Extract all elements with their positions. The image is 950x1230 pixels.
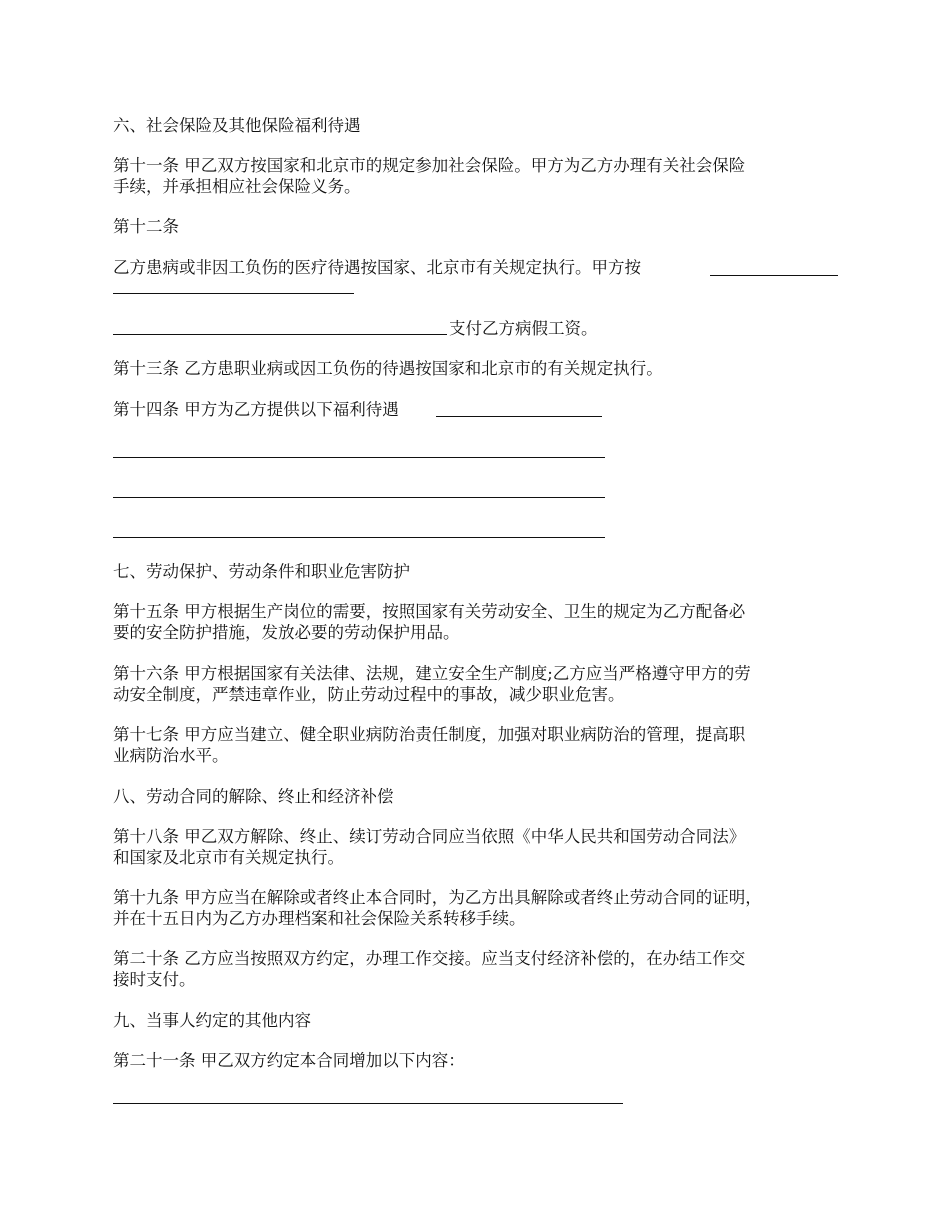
clause-13: 第十三条 乙方患职业病或因工负伤的待遇按国家和北京市的有关规定执行。 <box>113 359 663 378</box>
section-heading-9: 九、当事人约定的其他内容 <box>113 1011 311 1030</box>
blank-line <box>113 1103 623 1104</box>
blank-line <box>113 334 447 335</box>
section-heading-8: 八、劳动合同的解除、终止和经济补偿 <box>113 787 394 806</box>
clause-19-line-1: 第十九条 甲方应当在解除或者终止本合同时，为乙方出具解除或者终止劳动合同的证明， <box>113 888 762 907</box>
clause-11-line-1: 第十一条 甲乙双方按国家和北京市的规定参加社会保险。甲方为乙方办理有关社会保险 <box>113 156 746 175</box>
clause-19-line-2: 并在十五日内为乙方办理档案和社会保险关系转移手续。 <box>113 909 526 928</box>
clause-12-tail: 支付乙方病假工资。 <box>449 319 598 338</box>
clause-21: 第二十一条 甲乙双方约定本合同增加以下内容： <box>113 1051 465 1070</box>
blank-line <box>436 416 602 417</box>
clause-11-line-2: 手续，并承担相应社会保险义务。 <box>113 177 361 196</box>
blank-line <box>710 275 838 276</box>
clause-20-line-1: 第二十条 乙方应当按照双方约定，办理工作交接。应当支付经济补偿的，在办结工作交 <box>113 949 746 968</box>
blank-line <box>113 537 605 538</box>
clause-15-line-2: 要的安全防护措施，发放必要的劳动保护用品。 <box>113 623 460 642</box>
clause-18-line-1: 第十八条 甲乙双方解除、终止、续订劳动合同应当依照《中华人民共和国劳动合同法》 <box>113 827 746 846</box>
clause-12-title: 第十二条 <box>113 217 179 236</box>
section-heading-6: 六、社会保险及其他保险福利待遇 <box>113 116 361 135</box>
blank-line <box>113 293 354 294</box>
clause-20-line-2: 接时支付。 <box>113 970 196 989</box>
clause-16-line-2: 动安全制度，严禁违章作业，防止劳动过程中的事故，减少职业危害。 <box>113 685 625 704</box>
blank-line <box>113 457 605 458</box>
clause-17-line-2: 业病防治水平。 <box>113 746 229 765</box>
clause-12-body: 乙方患病或非因工负伤的医疗待遇按国家、北京市有关规定执行。甲方按 <box>113 258 641 277</box>
clause-17-line-1: 第十七条 甲方应当建立、健全职业病防治责任制度，加强对职业病防治的管理，提高职 <box>113 725 746 744</box>
clause-18-line-2: 和国家及北京市有关规定执行。 <box>113 848 344 867</box>
clause-14: 第十四条 甲方为乙方提供以下福利待遇 <box>113 400 399 419</box>
blank-line <box>113 497 605 498</box>
section-heading-7: 七、劳动保护、劳动条件和职业危害防护 <box>113 562 410 581</box>
clause-15-line-1: 第十五条 甲方根据生产岗位的需要，按照国家有关劳动安全、卫生的规定为乙方配备必 <box>113 602 746 621</box>
clause-16-line-1: 第十六条 甲方根据国家有关法律、法规，建立安全生产制度;乙方应当严格遵守甲方的劳 <box>113 664 751 683</box>
